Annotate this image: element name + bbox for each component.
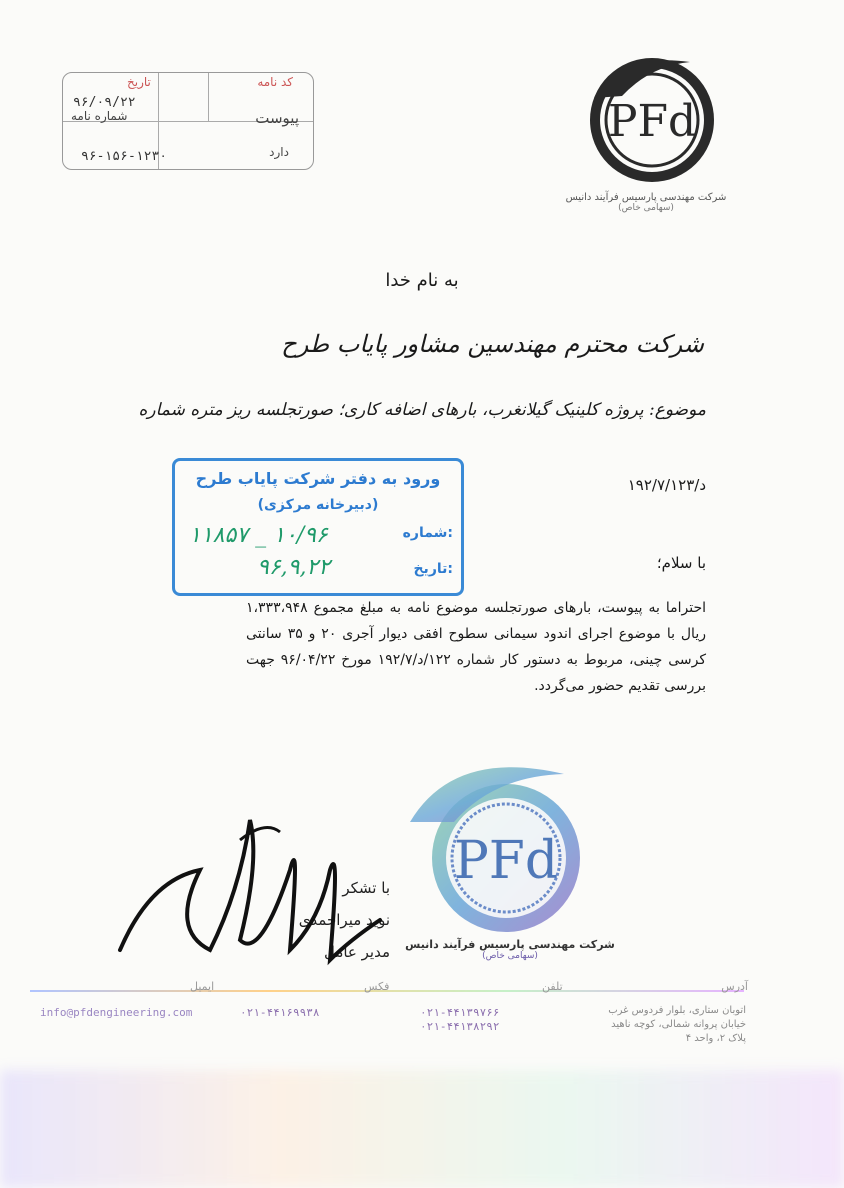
- date-value: ۹۶/۰۹/۲۲: [73, 95, 136, 110]
- fax-number: ۰۲۱-۴۴۱۶۹۹۳۸: [240, 1006, 320, 1019]
- signer-name: نوید میراحمدی: [298, 911, 390, 929]
- company-name-top: [556, 192, 736, 213]
- stamp-date-label: تاریخ:: [413, 561, 453, 577]
- attachment-label: پیوست: [255, 109, 299, 127]
- letter-number-value: ۹۶-۱۵۶-۱۲۳۰: [81, 149, 168, 164]
- email-label: ایمیل: [190, 980, 215, 993]
- address-line: پلاک ۲، واحد ۴: [685, 1033, 746, 1044]
- receipt-stamp: [172, 458, 464, 596]
- logo-monogram: PFd: [607, 96, 697, 147]
- phone-1: ۰۲۱-۴۴۱۳۹۷۶۶: [420, 1006, 500, 1019]
- letter-reference-box: [62, 72, 314, 170]
- recipient: شرکت محترم مهندسین مشاور پایاب طرح: [281, 330, 704, 358]
- company-name: شرکت مهندسی پارسیس فرآیند دانیس: [405, 938, 615, 951]
- address-label: آدرس: [721, 980, 748, 993]
- company-type: (سهامی خاص): [618, 203, 674, 213]
- greeting: با سلام؛: [656, 554, 706, 572]
- company-type: (سهامی خاص): [482, 951, 538, 961]
- company-address: [576, 1004, 746, 1046]
- phone-2: ۰۲۱-۴۴۱۳۸۲۹۲: [420, 1020, 500, 1033]
- subject-line: موضوع: پروژه کلینیک گیلانغرب، بارهای اضافه کاری؛ صورتجلسه ریز متره شماره: [138, 400, 706, 420]
- closing: با تشکر: [342, 879, 390, 897]
- reference-number: ۱۹۲/۷/د/۱۲۳: [627, 476, 706, 494]
- company-name-bottom: [400, 938, 620, 961]
- refbox-divider: [208, 73, 209, 121]
- footer-decoration: [0, 1070, 844, 1188]
- date-label: تاریخ: [127, 75, 151, 89]
- seal-monogram: PFd: [453, 831, 559, 891]
- email-address: info@pfdengineering.com: [40, 1006, 193, 1019]
- letter-number-label: شماره نامه: [71, 109, 128, 123]
- address-line: اتوبان ستاری، بلوار فردوس غرب: [608, 1005, 746, 1016]
- phone-label: تلفن: [542, 980, 563, 993]
- basmala: به نام خدا: [385, 270, 459, 291]
- letter-body: احتراما به پیوست، بارهای صورتجلسه موضوع نامه به مبلغ مجموع ۱،۳۳۳،۹۴۸ ریال با موضوع اجرای اندود سیمانی سطوح افقی دیوار آجری ۲۰ و ۳۵ سانتی کرسی چینی، مربوط به دستور کار شماره ۱۲۲/د/۱۹۲/۷ مورخ ۹۶/۰۴/۲۲ جهت بررسی تقدیم حضور می‌گردد.: [246, 600, 707, 694]
- company-logo-icon: [580, 48, 720, 188]
- stamp-subtitle: (دبیرخانه مرکزی): [257, 497, 379, 513]
- stamp-number-label: شماره:: [402, 525, 453, 541]
- code-label: کد نامه: [257, 75, 293, 89]
- stamp-number-value: ۱۱۸۵۷ _ ۱۰/۹۶: [189, 523, 328, 548]
- company-name: شرکت مهندسی پارسیس فرآیند دانیس: [565, 192, 727, 203]
- handwritten-signature: [90, 800, 410, 980]
- fax-label: فکس: [364, 980, 390, 993]
- stamp-title: ورود به دفتر شرکت پایاب طرح: [195, 469, 441, 488]
- company-seal-icon: [394, 752, 590, 948]
- signer-title: مدیر عامل: [323, 943, 390, 961]
- has-attachment-label: دارد: [269, 145, 289, 159]
- stamp-date-value: ۹۶,۹,۲۲: [257, 555, 331, 580]
- address-line: خیابان پروانه شمالی، کوچه ناهید: [611, 1019, 746, 1030]
